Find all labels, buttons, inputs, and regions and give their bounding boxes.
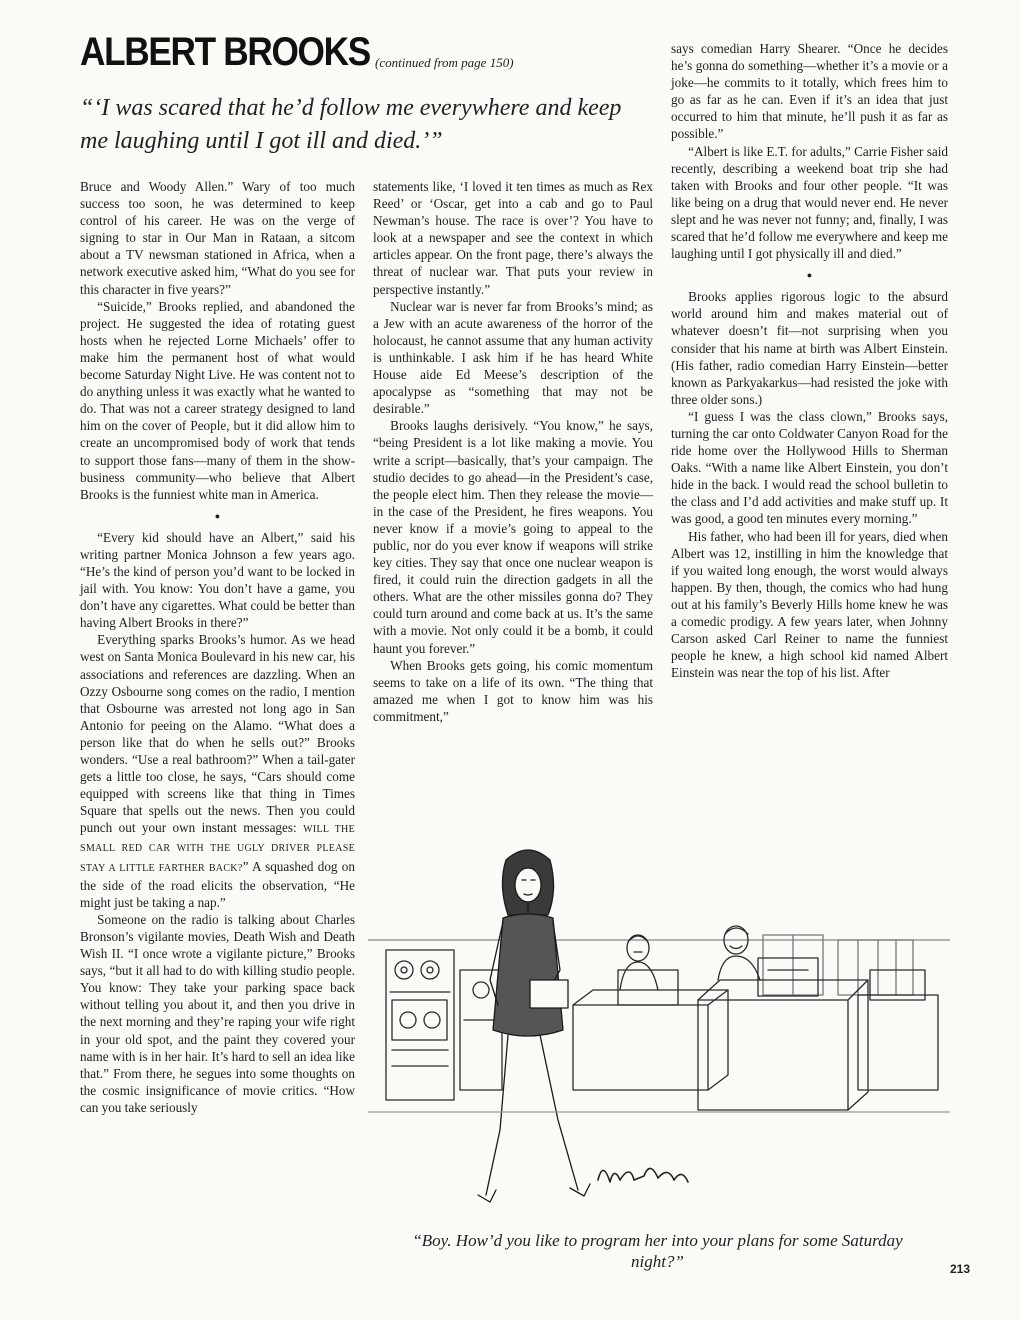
paragraph: “Albert is like E.T. for adults,” Carrie Fisher said recently, describing a weekend boat trip she had taken with Brooks and four other people. “It was like being on a drug that would never end. He never slept and he was never not funny; and, finally, I was scared that he’d follow me everywhere and keep me laughing until I got physically ill and died.” [671,143,948,262]
paragraph: When Brooks gets going, his comic momentum seems to take on a life of its own. “The thing that amazed me when I got to know him was his commitment,” [373,657,653,724]
paragraph: “Every kid should have an Albert,” said his writing partner Monica Johnson a few years ago. “He’s the kind of person you’d want to be locked in jail with. You know: You don’t have a game, you don’t have any cigarettes. What could be better than having Albert Brooks in there?” [80,529,355,631]
article-headline: ALBERT BROOKS [80,30,370,74]
tape-drive-cabinets [386,950,502,1100]
cartoon-caption: “Boy. How’d you like to program her into your plans for some Saturday night?” [412,1231,903,1271]
paragraph-text: Everything sparks Brooks’s humor. As we head west on Santa Monica Boulevard in his new car, his associations and references are dazzling. When an Ozzy Osbourne song comes on the radio, I mention that Osbourne was arrested not long ago in San Antonio for peeing on the Alamo. “What does a person like that do when he sells out?” Brooks wonders. “Use a real bathroom?” When a tail-gater gets a little too close, he says, “Cars should come equipped with screens like that thing in Times Square that spells out the news. Then you could punch out your own instant messages: [80,632,355,836]
paragraph: “I guess I was the class clown,” Brooks says, turning the car onto Coldwater Canyon Road for the ride home over the Hollywood Hills to Sherman Oaks. “With a name like Albert Einstein, you don’t hide in the back. I would read the school bulletin to the class and I’d add activities and make stuff up. It was good, a good ten minutes every morning.” [671,408,948,527]
page-number: 213 [950,1262,971,1276]
artist-signature [598,1168,688,1182]
paragraph: “Suicide,” Brooks replied, and abandoned the project. He suggested the idea of rotating guest hosts when he rejected Lorne Michaels’ offer to make him the permanent host of what would become Saturday Night Live. He was content not to do anything unless it was exactly what he wanted to do. That was not a career strategy designed to land him on the cover of People, but it did allow him to create an uncompromised body of work that tends to support those fans—many of them in the show-business community—who believe that Albert Brooks is the funniest white man in America. [80,298,355,502]
section-bullet-icon: ● [806,270,813,281]
paragraph: Bruce and Woody Allen.” Wary of too much success too soon, he was determined to keep control of his career. He was on the verge of signing to star in Our Man in Rataan, a sitcom about a TV newsman stationed in Africa, when a network executive asked him, “What do you see for this character in five years?” [80,179,355,297]
paragraph-text: ” A squashed dog on the side of the road elicits the observation, “He might just be taking a nap.” [80,858,355,910]
paragraph: Nuclear war is never far from Brooks’s mind; as a Jew with an acute awareness of the horror of the holocaust, he cannot assume that any human activity is unthinkable. I ask him if he has heard White House aide Ed Meese’s description of the apocalypse as “something that may not be desirable.” [373,298,653,417]
article-column-3 [671,40,948,681]
paragraph: statements like, ‘I loved it ten times as much as Rex Reed’ or ‘Oscar, get into a cab and go to Paul Newman’s house. The race is over’? You have to look at a newspaper and see the context in which articles appear. On the front page, there’s always the threat of nuclear war. That puts your review in perspective instantly.” [373,179,653,297]
paragraph: says comedian Harry Shearer. “Once he decides he’s gonna do something—whether it’s a movie or a joke—he commits to it totally, which frees him to go as far as he can. Even if it’s an idea that just occurred to him that minute, he’ll push it as far as possible.” [671,41,948,142]
article-column-1 [80,178,355,1116]
man-at-desk-center [620,935,658,990]
cartoon-illustration [368,830,950,1220]
office-desks [573,958,938,1110]
pull-quote: “‘I was scared that he’d follow me everywhere and keep me laughing until I got ill and died.’” [80,95,622,154]
section-bullet-icon: ● [214,510,221,521]
paragraph: Brooks laughs derisively. “You know,” he says, “being President is a lot like making a movie. You write a script—basically, that’s your campaign. The studio decides to go ahead—in the President’s case, the people elect him. Then they release the movie—in the case of the President, he fires weapons. You never know if a movie’s going to appeal to the public, nor do you ever know if weapons will strike key cities. They say that once one nuclear weapon is fired, it could ruin the direction gadgets in all the others. What are the other missiles gonna do? They could turn around and come back at us. It’s the same with a movie. Not only could it be a bomb, it could haunt you forever.” [373,418,653,656]
man-at-desk-right [718,926,760,980]
office-windows [763,935,913,995]
paragraph: Brooks applies rigorous logic to the absurd world around him and makes material out of whatever doesn’t fit—not surprising when you consider that his name at birth was Albert Einstein. (His father, radio comedian Harry Einstein—better known as Parkyakarkus—had resisted the joke with three older sons.) [671,289,948,407]
article-column-2 [373,178,653,725]
paragraph: His father, who had been ill for years, died when Albert was 12, instilling in him the knowledge that if you waited long enough, the worst would always happen. By then, though, the comics who had hung out at his family’s Beverly Hills home knew he was a comedic prodigy. A few years later, when Johnny Carson asked Carl Reiner to name the funniest people he knew, a high school kid named Albert Einstein was near the top of his list. After [671,528,948,681]
paragraph [80,631,355,911]
small-caps-message: WILL THE SMALL RED CAR WITH THE UGLY DRIVER PLEASE STAY A LITTLE FARTHER BACK? [80,824,355,874]
paragraph: Someone on the radio is talking about Charles Bronson’s vigilante movies, Death Wish and Death Wish II. “I once wrote a vigilante picture,” Brooks says, “but it all had to do with killing studio people. You know: They take your parking space back without telling you about it, and then you drive in the next morning and they’re raping your wife right in your old spot, and the paint they covered your name with is in her hair. It’s hard to sell an idea like that.” From there, he segues into some thoughts on the cosmic insignificance of movie critics. “How can you take seriously [80,911,355,1115]
continued-from-note: (continued from page 150) [375,55,514,70]
